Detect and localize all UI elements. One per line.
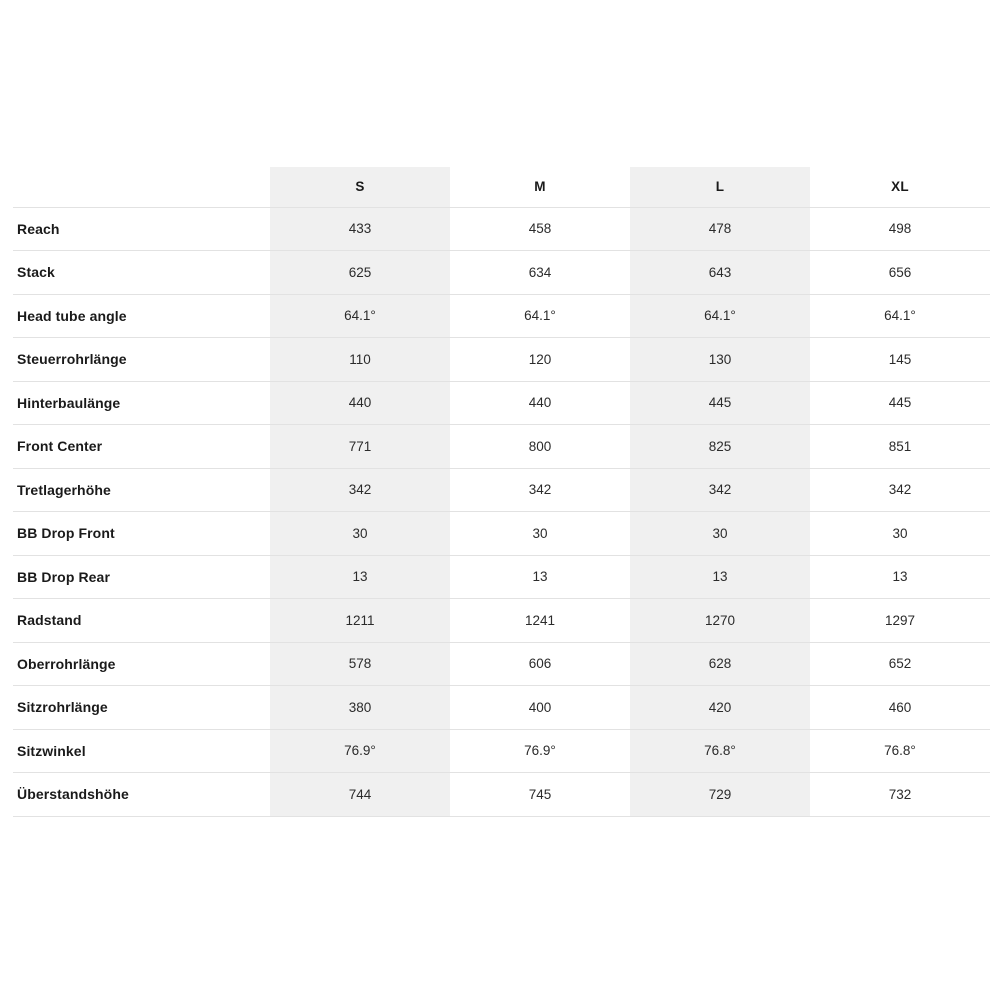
row-label: Hinterbaulänge	[13, 381, 270, 425]
cell-value: 478	[630, 207, 810, 251]
cell-value: 13	[270, 555, 450, 599]
row-label: BB Drop Front	[13, 512, 270, 556]
cell-value: 851	[810, 425, 990, 469]
cell-value: 628	[630, 642, 810, 686]
row-label: Sitzwinkel	[13, 729, 270, 773]
cell-value: 656	[810, 251, 990, 295]
cell-value: 1297	[810, 599, 990, 643]
size-header-l: L	[630, 167, 810, 207]
row-label: Stack	[13, 251, 270, 295]
cell-value: 420	[630, 686, 810, 730]
table-row-stack	[13, 251, 990, 295]
cell-value: 110	[270, 338, 450, 382]
cell-value: 445	[630, 381, 810, 425]
cell-value: 729	[630, 773, 810, 817]
table-row-radstand	[13, 599, 990, 643]
cell-value: 64.1°	[630, 294, 810, 338]
cell-value: 460	[810, 686, 990, 730]
table-row-bb-drop-front	[13, 512, 990, 556]
cell-value: 76.8°	[810, 729, 990, 773]
table-row-oberrohrlaenge	[13, 642, 990, 686]
cell-value: 342	[630, 468, 810, 512]
row-label: Steuerrohrlänge	[13, 338, 270, 382]
cell-value: 440	[450, 381, 630, 425]
size-header-row	[13, 167, 990, 207]
cell-value: 771	[270, 425, 450, 469]
cell-value: 634	[450, 251, 630, 295]
table-row-ueberstandshoehe	[13, 773, 990, 817]
cell-value: 445	[810, 381, 990, 425]
table-row-sitzwinkel	[13, 729, 990, 773]
size-header-m: M	[450, 167, 630, 207]
bike-geometry-table	[13, 167, 990, 817]
row-label: Head tube angle	[13, 294, 270, 338]
cell-value: 400	[450, 686, 630, 730]
table-row-front-center	[13, 425, 990, 469]
cell-value: 342	[450, 468, 630, 512]
row-label: Überstandshöhe	[13, 773, 270, 817]
row-label: BB Drop Rear	[13, 555, 270, 599]
cell-value: 440	[270, 381, 450, 425]
cell-value: 606	[450, 642, 630, 686]
cell-value: 498	[810, 207, 990, 251]
row-label: Reach	[13, 207, 270, 251]
cell-value: 652	[810, 642, 990, 686]
row-label: Oberrohrlänge	[13, 642, 270, 686]
cell-value: 64.1°	[810, 294, 990, 338]
row-label: Radstand	[13, 599, 270, 643]
table-row-sitzrohrlaenge	[13, 686, 990, 730]
cell-value: 76.9°	[450, 729, 630, 773]
cell-value: 13	[630, 555, 810, 599]
cell-value: 64.1°	[450, 294, 630, 338]
table-row-steuerrohrlaenge	[13, 338, 990, 382]
table-row-head-tube-angle	[13, 294, 990, 338]
table-row-bb-drop-rear	[13, 555, 990, 599]
cell-value: 130	[630, 338, 810, 382]
cell-value: 30	[810, 512, 990, 556]
cell-value: 1211	[270, 599, 450, 643]
cell-value: 732	[810, 773, 990, 817]
table-row-tretlagerhoehe	[13, 468, 990, 512]
cell-value: 342	[270, 468, 450, 512]
cell-value: 120	[450, 338, 630, 382]
cell-value: 13	[450, 555, 630, 599]
cell-value: 1241	[450, 599, 630, 643]
cell-value: 30	[630, 512, 810, 556]
size-header-s: S	[270, 167, 450, 207]
cell-value: 578	[270, 642, 450, 686]
cell-value: 433	[270, 207, 450, 251]
cell-value: 745	[450, 773, 630, 817]
row-label: Tretlagerhöhe	[13, 468, 270, 512]
cell-value: 800	[450, 425, 630, 469]
table-row-reach	[13, 207, 990, 251]
cell-value: 744	[270, 773, 450, 817]
cell-value: 458	[450, 207, 630, 251]
cell-value: 13	[810, 555, 990, 599]
cell-value: 825	[630, 425, 810, 469]
cell-value: 145	[810, 338, 990, 382]
cell-value: 643	[630, 251, 810, 295]
row-label: Front Center	[13, 425, 270, 469]
cell-value: 64.1°	[270, 294, 450, 338]
table-row-hinterbaulaenge	[13, 381, 990, 425]
cell-value: 625	[270, 251, 450, 295]
cell-value: 30	[270, 512, 450, 556]
row-label: Sitzrohrlänge	[13, 686, 270, 730]
corner-cell	[13, 167, 270, 207]
cell-value: 30	[450, 512, 630, 556]
size-header-xl: XL	[810, 167, 990, 207]
cell-value: 76.8°	[630, 729, 810, 773]
cell-value: 380	[270, 686, 450, 730]
cell-value: 1270	[630, 599, 810, 643]
cell-value: 342	[810, 468, 990, 512]
cell-value: 76.9°	[270, 729, 450, 773]
